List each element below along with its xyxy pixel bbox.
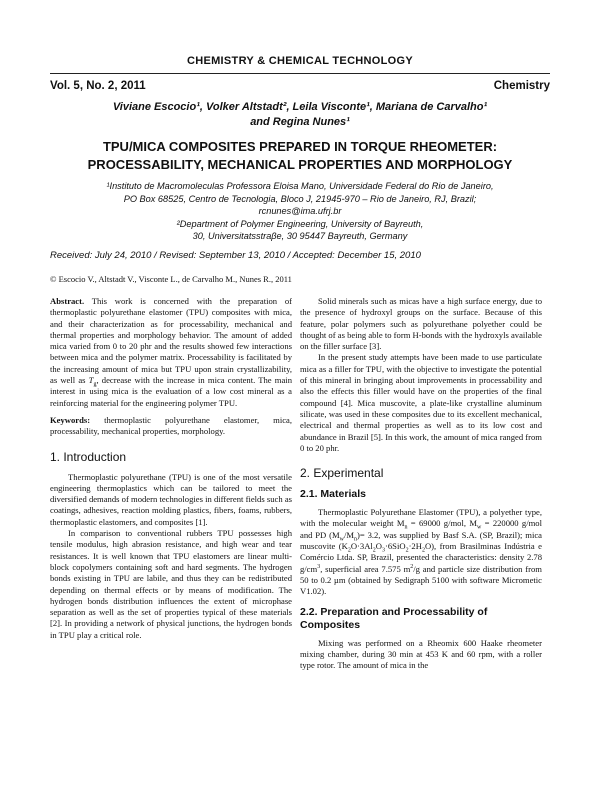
journal-title: CHEMISTRY & CHEMICAL TECHNOLOGY <box>186 55 414 67</box>
affiliation-1-line-2: PO Box 68525, Centro de Tecnologia, Bloco J, 21945-970 – Rio de Janeiro, RJ, Brazil; <box>123 193 477 204</box>
materials-text: = 220000 g/mol and PD (M <box>300 518 542 540</box>
materials-text: ·6SiO <box>385 541 406 552</box>
abstract <box>50 296 292 409</box>
subscript: 2 <box>347 547 351 554</box>
affiliation-1-line-1: ¹Instituto de Macromoleculas Professora Eloisa Mano, Universidade Federal do Rio de Janeiro, <box>106 181 494 191</box>
right-paragraph-2: In the present study attempts have been made to use particulate mica as a filler for TPU, with the objective to investigate the potential of this mineral in bringing about improvements in processability and also the effects this filler would have on the properties of the final compound [4]. Mica muscovite, a plate-like crystalline aluminum silicate, was used in these composites due to its excellent mechanical, electrical and thermal properties as well as to its low cost and abundance in Brazil [5]. In this work, the amount of mica ranged from 0 to 20 phr. <box>300 352 542 453</box>
subscript: 2 <box>372 547 376 554</box>
dates: Received: July 24, 2010 / Revised: September 13, 2010 / Accepted: December 15, 2010 <box>50 250 421 261</box>
paper-title <box>50 138 550 174</box>
affiliation-2-line-1: ²Department of Polymer Engineering, University of Bayreuth, <box>176 218 424 229</box>
preparation-heading: 2.2. Preparation and Processability of Composites <box>300 605 488 631</box>
subscript: 2 <box>421 547 425 554</box>
copyright: © Escocio V., Altstadt V., Visconte L., de Carvalho M., Nunes R., 2011 <box>50 274 292 284</box>
abstract-text-1: This work is concerned with the preparation of thermoplastic polyurethane elastomer (TPU) composites with mica, and their characterization as for processability, mechanical and thermal properties and morphology behavior. The amount of added mica varied from 0 to 20 phr and the results showed few interactions between mica and the polymer matrix. Processability is facilitated by the increasing amount of mica but TPU upon strain crystallizability, as well as <box>50 296 292 386</box>
materials-text: O·3Al <box>350 541 373 552</box>
introduction-heading: 1. Introduction <box>50 449 127 464</box>
materials-text: O <box>375 541 383 552</box>
materials-text: /M <box>343 529 354 540</box>
subscript: 2 <box>405 547 409 554</box>
superscript: 2 <box>410 563 414 570</box>
tg-symbol: T <box>88 375 94 386</box>
subscript: n <box>404 525 408 532</box>
preparation-paragraph: Mixing was performed on a Rheomix 600 Haake rheometer mixing chamber, during 30 min at 453 K and 60 rpm, with a roller type rotor. The amount of mica in the <box>300 637 542 671</box>
subscript: 3 <box>382 547 386 554</box>
affiliation-2-line-2: 30, Universitatsstraβe, 30 95447 Bayreuth, Germany <box>192 231 408 241</box>
superscript: 3 <box>317 563 321 570</box>
materials-text: Thermoplastic Polyurethane Elastomer (TPU), a polyether type, with the molecular weight M <box>300 507 542 529</box>
materials-text: , superficial area 7.575 m <box>320 563 411 574</box>
experimental-heading: 2. Experimental <box>300 466 384 481</box>
authors-line-1: Viviane Escocio¹, Volker Altstadt², Leila Visconte¹, Mariana de Carvalho¹ <box>112 101 488 113</box>
subscript: n <box>354 536 357 543</box>
materials-text: /g and particle size distribution from 50 to 0.2 µm (obtained by Sedigraph 5100 with software Micrometic V1.02). <box>300 563 542 597</box>
materials-text: O), from Brasilminas Indústria e Comércio Ltda. SP, Brazil, presented the characteristics: density 2.78 g/cm <box>300 541 542 574</box>
title-line-1: TPU/MICA COMPOSITES PREPARED IN TORQUE RHEOMETER: <box>102 139 498 154</box>
materials-heading: 2.1. Materials <box>300 488 366 501</box>
right-column <box>300 296 542 671</box>
volume-label: Vol. 5, No. 2, 2011 <box>50 80 146 92</box>
intro-paragraph-2: In comparison to conventional rubbers TPU possesses high tensile modulus, high abrasion resistance, and high wear and tear resistances. It is well known that TPU elastomers are linear multi-block copolymers containing soft and hard segments. The hydrogen bonds existing in TPU are labile, and thus they can be redistributed depending on thermal effects or by means of modification. The hydrogen bonds distribution influences the extent of microphase separation as well as the set of properties typical of these materials [2]. In providing a network of physical junctions, the hydrogen bonds in TPU play a critical role. <box>50 528 292 640</box>
authors-line-2: and Regina Nunes¹ <box>250 116 350 128</box>
authors <box>50 100 550 130</box>
materials-text: )= 3.2, was supplied by Basf S.A. (SP, Brazil); mica muscovite (K <box>300 529 542 552</box>
keywords-label: Keywords: <box>50 414 91 425</box>
header-rule <box>50 73 550 74</box>
intro-paragraph-1: Thermoplastic polyurethane (TPU) is one of the most versatile engineering thermoplastics which can be tailored to meet the diversified demands of modern technologies in different fields such as coatings, adhesives, reaction molding plastics, fibers, foams, rubbers, thermoplastic elastomers, and composites [1]. <box>50 471 292 527</box>
keywords-text: thermoplastic polyurethane elastomer, mica, processability, mechanical properties, morphology. <box>50 414 292 437</box>
materials-text: = 69000 g/mol, M <box>407 518 477 529</box>
right-paragraph-1: Solid minerals such as micas have a high surface energy, due to the presence of hydroxyl groups on the surface. Because of this feature, polar polymers such as polyurethane polyether could be thought of as being able to form H-bonds with the hydroxyls available on the filler surface [3]. <box>300 296 542 352</box>
tg-subscript: g <box>93 381 97 388</box>
subscript: w <box>476 525 482 532</box>
section-label: Chemistry <box>493 80 550 92</box>
materials-text: ·2H <box>408 541 422 552</box>
affiliation-1-email: rcnunes@ima.ufrj.br <box>258 206 342 216</box>
volume-row <box>50 80 550 92</box>
abstract-label: Abstract. <box>50 296 85 306</box>
abstract-text-2: , decrease with the increase in mica content. The main interest in using mica is the evaluation of a low cost mineral as a reinforcing material for the engineering polymer TPU. <box>50 375 292 408</box>
title-line-2: PROCESSABILITY, MECHANICAL PROPERTIES AND MORPHOLOGY <box>87 157 513 172</box>
subscript: w <box>339 536 344 543</box>
left-column <box>50 296 292 641</box>
materials-paragraph <box>300 507 542 597</box>
keywords <box>50 415 292 438</box>
affiliations <box>50 180 550 243</box>
